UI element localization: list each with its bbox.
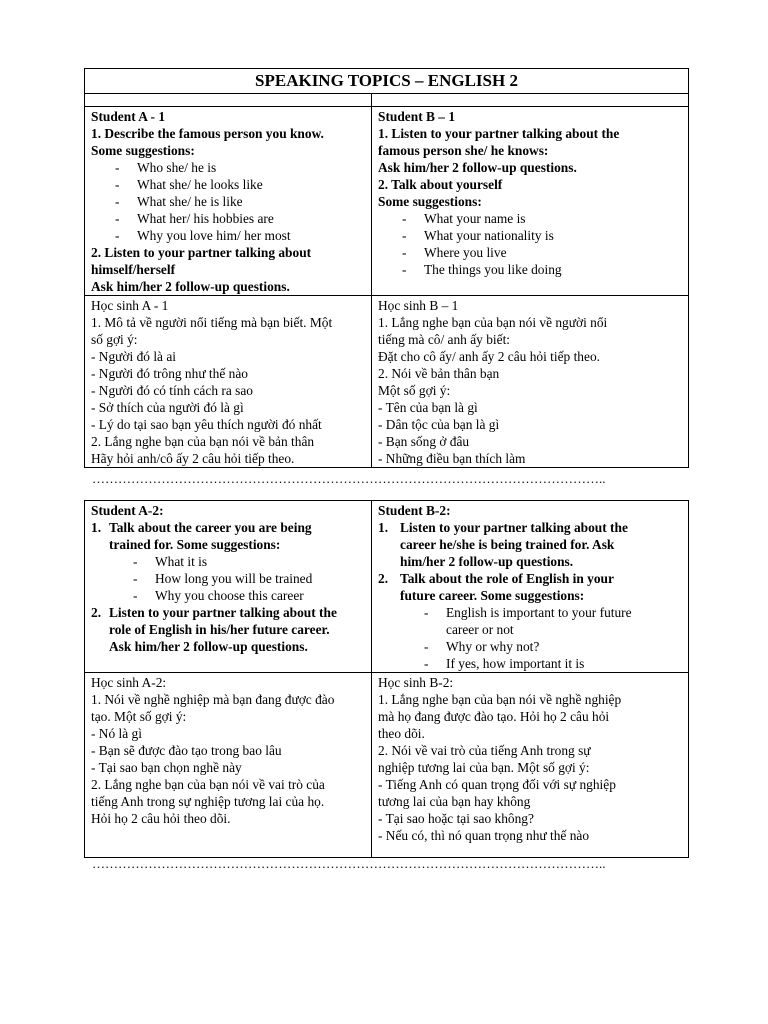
text-line: Talk about the role of English in your	[400, 571, 614, 586]
text-line: 2. Lắng nghe bạn của bạn nói về vai trò của	[91, 777, 325, 792]
page-title: SPEAKING TOPICS – ENGLISH 2	[85, 69, 689, 94]
list-item: - What your name is	[378, 210, 682, 227]
list-item: - Where you live	[378, 244, 682, 261]
text-line: theo dõi.	[378, 726, 425, 741]
list-item: - How long you will be trained	[109, 570, 365, 587]
text-line: career or not	[446, 622, 514, 637]
student-b2-task-list	[378, 519, 682, 672]
task-number: 1.	[378, 520, 389, 535]
text-line: - Tại sao hoặc tại sao không?	[378, 811, 534, 826]
student-a2-task-list	[91, 519, 365, 655]
text-line: - Người đó có tính cách ra sao	[91, 383, 253, 398]
student-a2-header: Student A-2:	[91, 503, 164, 518]
student-b1-task1-line2: famous person she/ he knows:	[378, 143, 549, 158]
list-item: - Who she/ he is	[91, 159, 365, 176]
text-line: - Tiếng Anh có quan trọng đối với sự nghiệp	[378, 777, 616, 792]
topic-table-1	[84, 68, 689, 468]
text-line: Listen to your partner talking about the	[400, 520, 628, 535]
text-line: tạo. Một số gợi ý:	[91, 709, 187, 724]
student-b1-suggestion-list	[378, 210, 682, 278]
task-number: 2.	[378, 571, 389, 586]
text-line: - Người đó là ai	[91, 349, 176, 364]
student-a1-task1: 1. Describe the famous person you know.	[91, 126, 324, 141]
text-line: 1. Lắng nghe bạn của bạn nói về người nổi	[378, 315, 608, 330]
list-item: - Why or why not?	[400, 638, 682, 655]
list-item: - What your nationality is	[378, 227, 682, 244]
text-line: - Sở thích của người đó là gì	[91, 400, 244, 415]
student-b1-vietnamese-cell	[372, 296, 689, 468]
text-line: role of English in his/her future career.	[109, 622, 330, 637]
text-line: - Nó là gì	[91, 726, 142, 741]
text-line: 1. Nói về nghề nghiệp mà bạn đang được đào	[91, 692, 335, 707]
text-line: Học sinh B – 1	[378, 298, 459, 313]
text-line: Học sinh A - 1	[91, 298, 169, 313]
student-b2-vietnamese-cell	[372, 673, 689, 858]
text-line: mà họ đang được đào tạo. Hỏi họ 2 câu hỏi	[378, 709, 610, 724]
student-b1-header: Student B – 1	[378, 109, 456, 124]
text-line: nghiệp tương lai của bạn. Một số gợi ý:	[378, 760, 590, 775]
student-b2-task2	[378, 570, 682, 672]
student-a1-task2-line2: himself/herself	[91, 262, 176, 277]
student-a1-suggestions-label: Some suggestions:	[91, 143, 195, 158]
list-item: - What she/ he looks like	[91, 176, 365, 193]
text-line: 2. Nói về vai trò của tiếng Anh trong sự	[378, 743, 591, 758]
student-b1-suggestions-label: Some suggestions:	[378, 194, 482, 209]
text-line: Talk about the career you are being	[109, 520, 312, 535]
student-a2-english-cell	[85, 501, 372, 673]
text-line: him/her 2 follow-up questions.	[400, 554, 574, 569]
text-line: số gợi ý:	[91, 332, 138, 347]
text-line: - Lý do tại sao bạn yêu thích người đó nhất	[91, 417, 322, 432]
student-a1-task2-line3: Ask him/her 2 follow-up questions.	[91, 279, 290, 294]
text-line: - Nếu có, thì nó quan trọng như thế nào	[378, 828, 590, 843]
task-number: 2.	[91, 605, 102, 620]
student-b1-task1-line3: Ask him/her 2 follow-up questions.	[378, 160, 577, 175]
list-item: - If yes, how important it is	[400, 655, 682, 672]
student-b1-task2: 2. Talk about yourself	[378, 177, 503, 192]
spacer-cell-right	[372, 94, 689, 107]
list-item	[400, 604, 682, 638]
text-line: - Dân tộc của bạn là gì	[378, 417, 500, 432]
list-item: - What her/ his hobbies are	[91, 210, 365, 227]
student-b2-english-cell	[372, 501, 689, 673]
text-line: 1. Mô tả về người nổi tiếng mà bạn biết. Một	[91, 315, 333, 330]
text-line: Học sinh B-2:	[378, 675, 454, 690]
list-item: - Why you love him/ her most	[91, 227, 365, 244]
student-a1-english-cell	[85, 107, 372, 296]
text-line: career he/she is being trained for. Ask	[400, 537, 615, 552]
student-a2-task1	[91, 519, 365, 604]
student-b1-english-cell	[372, 107, 689, 296]
student-a1-task2-line1: 2. Listen to your partner talking about	[91, 245, 312, 260]
text-line: Listen to your partner talking about the	[109, 605, 337, 620]
text-line: Hãy hỏi anh/cô ấy 2 câu hỏi tiếp theo.	[91, 451, 295, 466]
spacer-cell-left	[85, 94, 372, 107]
text-line: 1. Lắng nghe bạn của bạn nói về nghề nghiệp	[378, 692, 622, 707]
list-item: - What she/ he is like	[91, 193, 365, 210]
text-line: future career. Some suggestions:	[400, 588, 585, 603]
text-line: 2. Lắng nghe bạn của bạn nói về bản thân	[91, 434, 315, 449]
text-line: 2. Nói về bản thân bạn	[378, 366, 500, 381]
text-line: - Bạn sẽ được đào tạo trong bao lâu	[91, 743, 282, 758]
topic-table-2	[84, 500, 689, 858]
text-line: Ask him/her 2 follow-up questions.	[109, 639, 308, 654]
text-line: tiếng mà cô/ anh ấy biết:	[378, 332, 511, 347]
text-line: trained for. Some suggestions:	[109, 537, 281, 552]
list-item: - Why you choose this career	[109, 587, 365, 604]
text-line: - Những điều bạn thích làm	[378, 451, 526, 466]
student-b2-task1	[378, 519, 682, 570]
text-line: - Tên của bạn là gì	[378, 400, 478, 415]
text-line: - Tại sao bạn chọn nghề này	[91, 760, 242, 775]
text-line: tiếng Anh trong sự nghiệp tương lai của họ.	[91, 794, 325, 809]
text-line: - Bạn sống ở đâu	[378, 434, 470, 449]
dotted-separator-1: ………………………………………………………………………………………………………..	[92, 471, 606, 486]
text-line: Một số gợi ý:	[378, 383, 451, 398]
student-a2-suggestion-list	[109, 553, 365, 604]
student-a2-vietnamese-cell	[85, 673, 372, 858]
student-b2-header: Student B-2:	[378, 503, 451, 518]
text-line: tương lai của bạn hay không	[378, 794, 531, 809]
task-number: 1.	[91, 520, 102, 535]
student-a1-vietnamese-cell	[85, 296, 372, 468]
student-a2-task2	[91, 604, 365, 655]
text-line: Học sinh A-2:	[91, 675, 167, 690]
list-item: - What it is	[109, 553, 365, 570]
student-a1-header: Student A - 1	[91, 109, 166, 124]
student-a1-suggestion-list	[91, 159, 365, 244]
text-line: Đặt cho cô ấy/ anh ấy 2 câu hỏi tiếp theo.	[378, 349, 600, 364]
student-b2-suggestion-list	[400, 604, 682, 672]
text-line: Hỏi họ 2 câu hỏi theo dõi.	[91, 811, 231, 826]
text-line: - Người đó trông như thế nào	[91, 366, 248, 381]
dotted-separator-2: ………………………………………………………………………………………………………..	[92, 856, 606, 871]
student-b1-task1-line1: 1. Listen to your partner talking about the	[378, 126, 620, 141]
text-line: - English is important to your future	[446, 605, 632, 620]
list-item: - The things you like doing	[378, 261, 682, 278]
